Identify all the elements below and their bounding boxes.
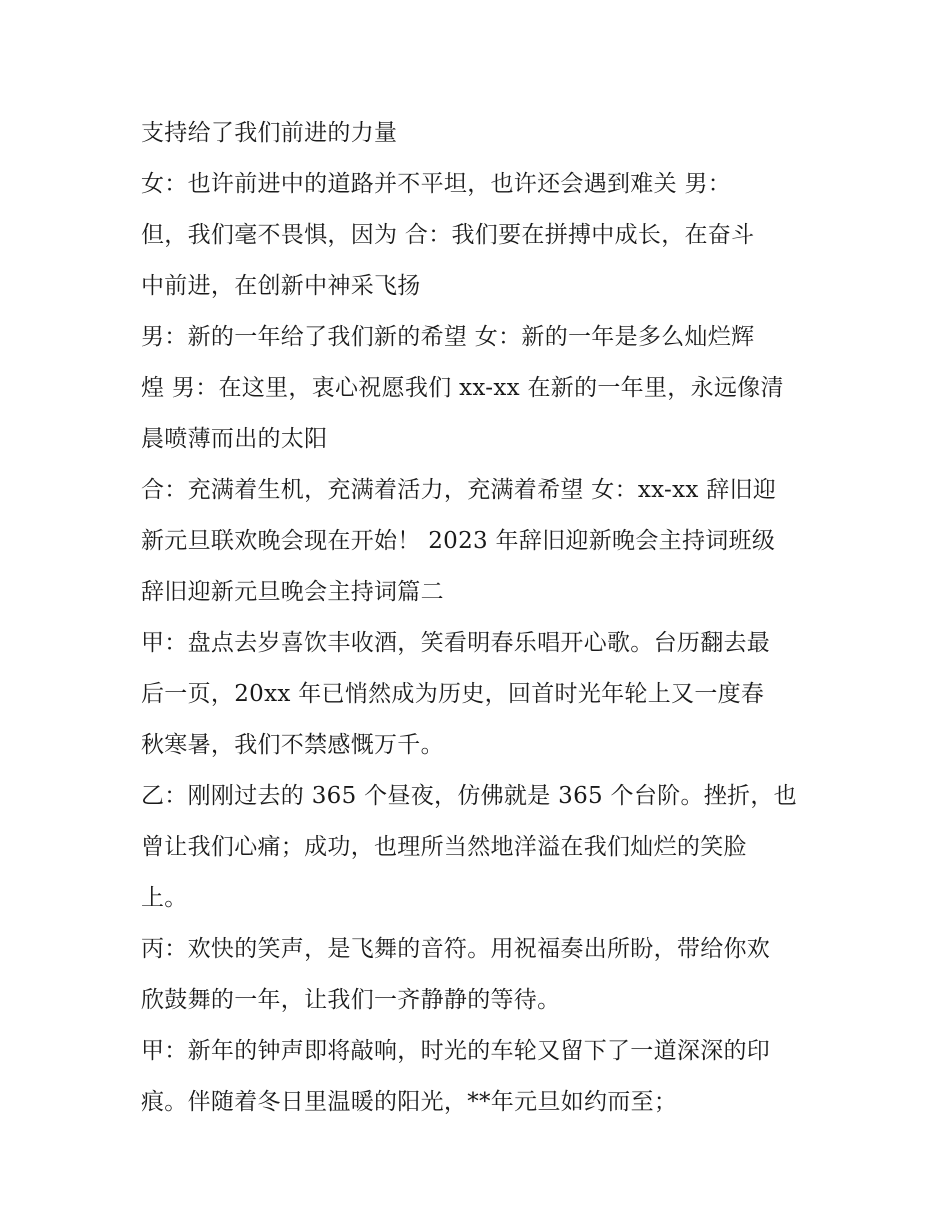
text-line: 丙：欢快的笑声，是飞舞的音符。用祝福奏出所盼，带给你欢 <box>141 936 771 962</box>
text-line: 痕。伴随着冬日里温暖的阳光，**年元旦如约而至； <box>141 1089 678 1115</box>
text-line: 乙：刚刚过去的 365 个昼夜，仿佛就是 365 个台阶。挫折，也 <box>141 783 797 809</box>
text-line: 男：新的一年给了我们新的希望 女：新的一年是多么灿烂辉 <box>141 324 755 350</box>
document-body <box>141 108 821 1128</box>
text-line: 辞旧迎新元旦晚会主持词篇二 <box>141 579 444 605</box>
text-line: 女：也许前进中的道路并不平坦，也许还会遇到难关 男： <box>141 171 732 197</box>
text-line: 秋寒暑，我们不禁感慨万千。 <box>141 732 444 758</box>
text-line: 新元旦联欢晚会现在开始！ 2023 年辞旧迎新晚会主持词班级 <box>141 528 776 554</box>
text-line: 曾让我们心痛；成功，也理所当然地洋溢在我们灿烂的笑脸 <box>141 834 747 860</box>
text-line: 支持给了我们前进的力量 <box>141 120 398 146</box>
text-line: 煌 男：在这里，衷心祝愿我们 xx-xx 在新的一年里，永远像清 <box>141 375 784 401</box>
text-line: 晨喷薄而出的太阳 <box>141 426 328 452</box>
text-line: 甲：盘点去岁喜饮丰收酒，笑看明春乐唱开心歌。台历翻去最 <box>141 630 771 656</box>
text-line: 中前进，在创新中神采飞扬 <box>141 273 421 299</box>
text-line: 上。 <box>141 885 188 911</box>
text-line: 但，我们毫不畏惧，因为 合：我们要在拼搏中成长，在奋斗 <box>141 222 755 248</box>
text-line: 欣鼓舞的一年，让我们一齐静静的等待。 <box>141 987 561 1013</box>
text-line: 合：充满着生机，充满着活力，充满着希望 女：xx-xx 辞旧迎 <box>141 477 777 503</box>
text-line: 甲：新年的钟声即将敲响，时光的车轮又留下了一道深深的印 <box>141 1038 771 1064</box>
text-line: 后一页，20xx 年已悄然成为历史，回首时光年轮上又一度春 <box>141 681 765 707</box>
